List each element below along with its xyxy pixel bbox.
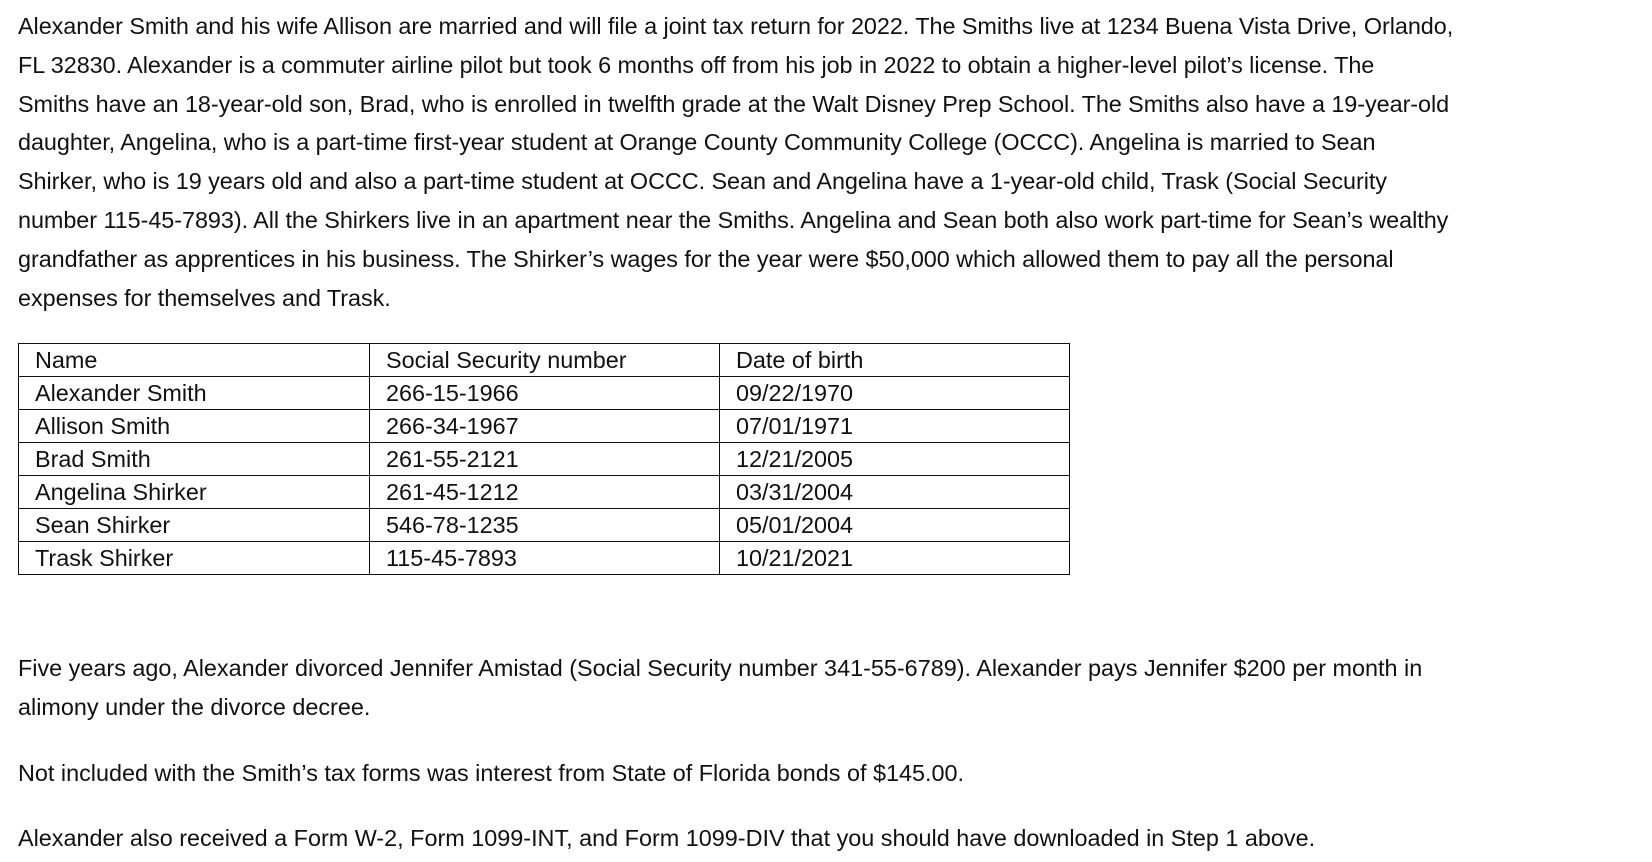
cell-dob: 03/31/2004 bbox=[720, 476, 1070, 509]
table-row bbox=[19, 377, 1070, 410]
divorce-line: Five years ago, Alexander divorced Jennifer Amistad (Social Security number 341-55-6789). Alexander pays Jennifer $200 per month in bbox=[18, 655, 1423, 681]
cell-dob: 07/01/1971 bbox=[720, 410, 1070, 443]
cell-name: Brad Smith bbox=[19, 443, 370, 476]
table-row bbox=[19, 476, 1070, 509]
cell-dob: 10/21/2021 bbox=[720, 542, 1070, 575]
header-ssn: Social Security number bbox=[370, 344, 720, 377]
cell-dob: 12/21/2005 bbox=[720, 443, 1070, 476]
cell-ssn: 115-45-7893 bbox=[370, 542, 720, 575]
table-row bbox=[19, 443, 1070, 476]
intro-line: expenses for themselves and Trask. bbox=[18, 284, 391, 311]
cell-name: Alexander Smith bbox=[19, 377, 370, 410]
cell-ssn: 261-45-1212 bbox=[370, 476, 720, 509]
bonds-paragraph: Not included with the Smith’s tax forms was interest from State of Florida bonds of $145.00. bbox=[18, 760, 965, 786]
cell-name: Angelina Shirker bbox=[19, 476, 370, 509]
cell-ssn: 266-15-1966 bbox=[370, 377, 720, 410]
family-table bbox=[18, 343, 1070, 575]
table-row bbox=[19, 542, 1070, 575]
divorce-paragraph bbox=[18, 649, 1628, 727]
intro-line: number 115-45-7893). All the Shirkers live in an apartment near the Smiths. Angelina and Sean both also work part-time for Sean’s wealthy bbox=[18, 206, 1449, 233]
cell-ssn: 266-34-1967 bbox=[370, 410, 720, 443]
intro-line: Smiths have an 18-year-old son, Brad, who is enrolled in twelfth grade at the Walt Disney Prep School. The Smiths also have a 19-year-old bbox=[18, 90, 1450, 117]
intro-line: Alexander Smith and his wife Allison are married and will file a joint tax return for 2022. The Smiths live at 1234 Buena Vista Drive, Orlando, bbox=[18, 13, 1454, 39]
divorce-line: alimony under the divorce decree. bbox=[18, 693, 371, 720]
forms-paragraph: Alexander also received a Form W-2, Form 1099-INT, and Form 1099-DIV that you should have downloaded in Step 1 above. bbox=[18, 825, 1316, 851]
cell-dob: 05/01/2004 bbox=[720, 509, 1070, 542]
table-row bbox=[19, 410, 1070, 443]
header-name: Name bbox=[19, 344, 370, 377]
table-header-row bbox=[19, 344, 1070, 377]
cell-ssn: 261-55-2121 bbox=[370, 443, 720, 476]
cell-name: Allison Smith bbox=[19, 410, 370, 443]
intro-paragraph bbox=[18, 7, 1648, 317]
cell-ssn: 546-78-1235 bbox=[370, 509, 720, 542]
intro-line: daughter, Angelina, who is a part-time first-year student at Orange County Community College (OCCC). Angelina is married to Sean bbox=[18, 129, 1376, 156]
intro-line: Shirker, who is 19 years old and also a part-time student at OCCC. Sean and Angelina have a 1-year-old child, Trask (Social Security bbox=[18, 168, 1387, 195]
intro-line: grandfather as apprentices in his business. The Shirker’s wages for the year were $50,000 which allowed them to pay all the personal bbox=[18, 245, 1394, 272]
table-row bbox=[19, 509, 1070, 542]
header-dob: Date of birth bbox=[720, 344, 1070, 377]
intro-line: FL 32830. Alexander is a commuter airline pilot but took 6 months off from his job in 2022 to obtain a higher-level pilot’s license. The bbox=[18, 51, 1375, 78]
cell-name: Trask Shirker bbox=[19, 542, 370, 575]
cell-dob: 09/22/1970 bbox=[720, 377, 1070, 410]
cell-name: Sean Shirker bbox=[19, 509, 370, 542]
